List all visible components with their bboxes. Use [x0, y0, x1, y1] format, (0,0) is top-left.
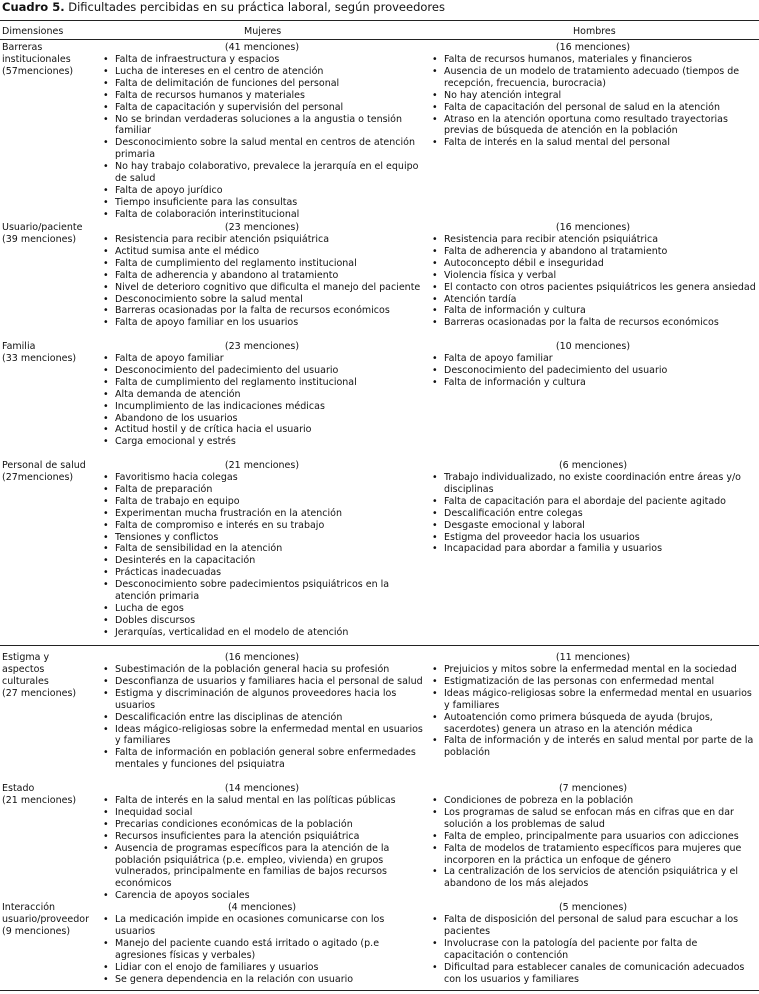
section-divider: [0, 645, 759, 646]
list-item: • Desconocimiento del padecimiento del usuario: [430, 365, 756, 377]
dimension-name: Usuario/paciente: [2, 222, 83, 233]
list-item: • Lidiar con el enojo de familiares y usuarios: [101, 962, 423, 974]
list-item: • Falta de información en población general sobre enfermedades mentales y funciones del psiquiatra: [101, 747, 423, 771]
dimension-total: (21 menciones): [2, 794, 77, 806]
list-item: • Falta de trabajo en equipo: [101, 496, 423, 508]
men-count: (10 menciones): [555, 341, 631, 352]
list-item: • La medicación impide en ocasiones comunicarse con los usuarios: [101, 914, 423, 938]
women-list: [101, 353, 423, 448]
rule-header: [0, 39, 759, 40]
list-item: • Falta de capacitación y supervisión del personal: [101, 102, 423, 114]
list-item: • Falta de adherencia y abandono al tratamiento: [430, 246, 756, 258]
header-women: Mujeres: [244, 26, 282, 37]
dimension-name: Interacción usuario/proveedor: [2, 902, 89, 925]
list-item: • Jerarquías, verticalidad en el modelo de atención: [101, 627, 423, 639]
dimension-total: (9 menciones): [2, 925, 71, 937]
list-item: • Falta de información y cultura: [430, 377, 756, 389]
women-count: (4 menciones): [227, 902, 297, 913]
men-list: [430, 353, 756, 389]
dimension-estigma: [2, 652, 94, 700]
list-item: • Alta demanda de atención: [101, 389, 423, 401]
men-count: (6 menciones): [558, 460, 628, 471]
list-item: • Resistencia para recibir atención psiquiátrica: [430, 234, 756, 246]
list-item: • Dificultad para establecer canales de comunicación adecuados con los usuarios y familiares: [430, 962, 756, 986]
list-item: • Violencia física y verbal: [430, 270, 756, 282]
women-list: [101, 914, 423, 985]
list-item: • Descalificación entre colegas: [430, 508, 756, 520]
list-item: • Autoatención como primera búsqueda de ayuda (brujos, sacerdotes) genera un atraso en la atención médica: [430, 712, 756, 736]
men-count: (5 menciones): [558, 902, 628, 913]
list-item: • Barreras ocasionadas por la falta de recursos económicos: [101, 305, 423, 317]
list-item: • Desgaste emocional y laboral: [430, 520, 756, 532]
list-item: • No hay trabajo colaborativo, prevalece la jerarquía en el equipo de salud: [101, 161, 423, 185]
list-item: • Lucha de intereses en el centro de atención: [101, 66, 423, 78]
women-count: (14 menciones): [224, 783, 300, 794]
men-list: [430, 472, 756, 555]
men-list: [430, 54, 756, 149]
list-item: • Resistencia para recibir atención psiquiátrica: [101, 234, 423, 246]
list-item: • Falta de interés en la salud mental del personal: [430, 137, 756, 149]
list-item: • Falta de recursos humanos y materiales: [101, 90, 423, 102]
men-list: [430, 795, 756, 890]
list-item: • Desconocimiento sobre padecimientos psiquiátricos en la atención primaria: [101, 579, 423, 603]
dimension-interaccion: [2, 902, 94, 938]
list-item: • Falta de sensibilidad en la atención: [101, 543, 423, 555]
list-item: • Tensiones y conflictos: [101, 532, 423, 544]
men-list: [430, 914, 756, 985]
list-item: • Estigma del proveedor hacia los usuarios: [430, 532, 756, 544]
dimension-name: Personal de salud: [2, 460, 86, 471]
list-item: • Nivel de deterioro cognitivo que dificulta el manejo del paciente: [101, 282, 423, 294]
dimension-name: Estado: [2, 783, 35, 794]
list-item: • Subestimación de la población general hacia su profesión: [101, 664, 423, 676]
women-list: [101, 472, 423, 639]
list-item: • Dobles discursos: [101, 615, 423, 627]
list-item: • Actitud hostil y de crítica hacia el usuario: [101, 424, 423, 436]
men-count: (11 menciones): [555, 652, 631, 663]
list-item: • Falta de modelos de tratamiento específicos para mujeres que incorporen en la práctica un enfoque de género: [430, 843, 756, 867]
list-item: • Lucha de egos: [101, 603, 423, 615]
dimension-barreras: [2, 42, 94, 78]
list-item: • Ausencia de programas específicos para la atención de la población psiquiátrica (p.e. empleo, vivienda) en grupos vulnerados, principalmente en familias de bajos recursos económicos: [101, 843, 423, 891]
list-item: • Desconocimiento sobre la salud mental: [101, 294, 423, 306]
list-item: • Falta de empleo, principalmente para usuarios con adicciones: [430, 831, 756, 843]
women-list: [101, 54, 423, 221]
dimension-estado: [2, 783, 94, 807]
list-item: • Falta de apoyo familiar en los usuarios: [101, 317, 423, 329]
dimension-personal: [2, 460, 94, 484]
women-count: (23 menciones): [224, 341, 300, 352]
men-count: (16 menciones): [555, 222, 631, 233]
list-item: • Falta de capacitación para el abordaje del paciente agitado: [430, 496, 756, 508]
list-item: • Desconfianza de usuarios y familiares hacia el personal de salud: [101, 676, 423, 688]
list-item: • Atención tardía: [430, 294, 756, 306]
header-men: Hombres: [573, 26, 616, 37]
list-item: • Falta de cumplimiento del reglamento institucional: [101, 258, 423, 270]
list-item: • Falta de apoyo jurídico: [101, 185, 423, 197]
list-item: • Prácticas inadecuadas: [101, 567, 423, 579]
list-item: • Desinterés en la capacitación: [101, 555, 423, 567]
list-item: • Incumplimiento de las indicaciones médicas: [101, 401, 423, 413]
list-item: • Falta de apoyo familiar: [101, 353, 423, 365]
dimension-usuario: [2, 222, 94, 246]
list-item: • Prejuicios y mitos sobre la enfermedad mental en la sociedad: [430, 664, 756, 676]
list-item: • La centralización de los servicios de atención psiquiátrica y el abandono de los más alejados: [430, 866, 756, 890]
list-item: • Falta de recursos humanos, materiales y financieros: [430, 54, 756, 66]
list-item: • Inequidad social: [101, 807, 423, 819]
list-item: • Autoconcepto débil e inseguridad: [430, 258, 756, 270]
header-dimension: Dimensiones: [2, 26, 64, 37]
women-count: (16 menciones): [224, 652, 300, 663]
dimension-total: (27menciones): [2, 471, 74, 483]
men-count: (16 menciones): [555, 42, 631, 53]
list-item: • Falta de información y de interés en salud mental por parte de la población: [430, 735, 756, 759]
women-count: (21 menciones): [224, 460, 300, 471]
list-item: • Falta de disposición del personal de salud para escuchar a los pacientes: [430, 914, 756, 938]
women-list: [101, 234, 423, 329]
women-count: (41 menciones): [224, 42, 300, 53]
list-item: • Condiciones de pobreza en la población: [430, 795, 756, 807]
list-item: • Ideas mágico-religiosas sobre la enfermedad mental en usuarios y familiares: [430, 688, 756, 712]
list-item: • Involucrase con la patología del paciente por falta de capacitación o contención: [430, 938, 756, 962]
list-item: • Falta de compromiso e interés en su trabajo: [101, 520, 423, 532]
women-list: [101, 664, 423, 771]
list-item: • No hay atención integral: [430, 90, 756, 102]
dimension-total: (57menciones): [2, 65, 74, 77]
table-label: Cuadro 5.: [2, 0, 65, 14]
dimension-total: (39 menciones): [2, 233, 77, 245]
dimension-total: (33 menciones): [2, 352, 77, 364]
list-item: • Tiempo insuficiente para las consultas: [101, 197, 423, 209]
list-item: • Recursos insuficientes para la atención psiquiátrica: [101, 831, 423, 843]
list-item: • Falta de cumplimiento del reglamento institucional: [101, 377, 423, 389]
list-item: • Barreras ocasionadas por la falta de recursos económicos: [430, 317, 756, 329]
list-item: • Falta de colaboración interinstitucional: [101, 209, 423, 221]
list-item: • El contacto con otros pacientes psiquiátricos les genera ansiedad: [430, 282, 756, 294]
list-item: • Actitud sumisa ante el médico: [101, 246, 423, 258]
list-item: • Estigma y discriminación de algunos proveedores hacia los usuarios: [101, 688, 423, 712]
list-item: • Los programas de salud se enfocan más en cifras que en dar solución a los problemas de salud: [430, 807, 756, 831]
men-list: [430, 664, 756, 759]
dimension-name: Estigma y aspectos culturales: [2, 652, 50, 687]
list-item: • Falta de preparación: [101, 484, 423, 496]
list-item: • Falta de adherencia y abandono al tratamiento: [101, 270, 423, 282]
dimension-total: (27 menciones): [2, 687, 77, 699]
list-item: • Estigmatización de las personas con enfermedad mental: [430, 676, 756, 688]
list-item: • Carencia de apoyos sociales: [101, 890, 423, 902]
table-title-text: Dificultades percibidas en su práctica laboral, según proveedores: [68, 0, 445, 14]
list-item: • Trabajo individualizado, no existe coordinación entre áreas y/o disciplinas: [430, 472, 756, 496]
list-item: • Desconocimiento del padecimiento del usuario: [101, 365, 423, 377]
list-item: • Falta de información y cultura: [430, 305, 756, 317]
list-item: • Experimentan mucha frustración en la atención: [101, 508, 423, 520]
men-count: (7 menciones): [558, 783, 628, 794]
women-count: (23 menciones): [224, 222, 300, 233]
list-item: • Atraso en la atención oportuna como resultado trayectorias previas de búsqueda de atención en la población: [430, 114, 756, 138]
list-item: • Carga emocional y estrés: [101, 436, 423, 448]
list-item: • No se brindan verdaderas soluciones a la angustia o tensión familiar: [101, 114, 423, 138]
women-list: [101, 795, 423, 902]
rule-top: [0, 20, 759, 21]
list-item: • Abandono de los usuarios: [101, 413, 423, 425]
list-item: • Desconocimiento sobre la salud mental en centros de atención primaria: [101, 137, 423, 161]
list-item: • Falta de capacitación del personal de salud en la atención: [430, 102, 756, 114]
men-list: [430, 234, 756, 329]
list-item: • Incapacidad para abordar a familia y usuarios: [430, 543, 756, 555]
dimension-familia: [2, 341, 94, 365]
list-item: • Descalificación entre las disciplinas de atención: [101, 712, 423, 724]
list-item: • Se genera dependencia en la relación con usuario: [101, 974, 423, 986]
list-item: • Manejo del paciente cuando está irritado o agitado (p.e agresiones físicas y verbales): [101, 938, 423, 962]
list-item: • Precarias condiciones económicas de la población: [101, 819, 423, 831]
list-item: • Falta de interés en la salud mental en las políticas públicas: [101, 795, 423, 807]
list-item: • Falta de infraestructura y espacios: [101, 54, 423, 66]
list-item: • Ausencia de un modelo de tratamiento adecuado (tiempos de recepción, frecuencia, burocracia): [430, 66, 756, 90]
table-title: [2, 0, 445, 14]
rule-bottom: [0, 990, 759, 991]
list-item: • Favoritismo hacia colegas: [101, 472, 423, 484]
list-item: • Falta de delimitación de funciones del personal: [101, 78, 423, 90]
dimension-name: Familia: [2, 341, 36, 352]
list-item: • Falta de apoyo familiar: [430, 353, 756, 365]
list-item: • Ideas mágico-religiosas sobre la enfermedad mental en usuarios y familiares: [101, 724, 423, 748]
dimension-name: Barreras institucionales: [2, 42, 71, 65]
